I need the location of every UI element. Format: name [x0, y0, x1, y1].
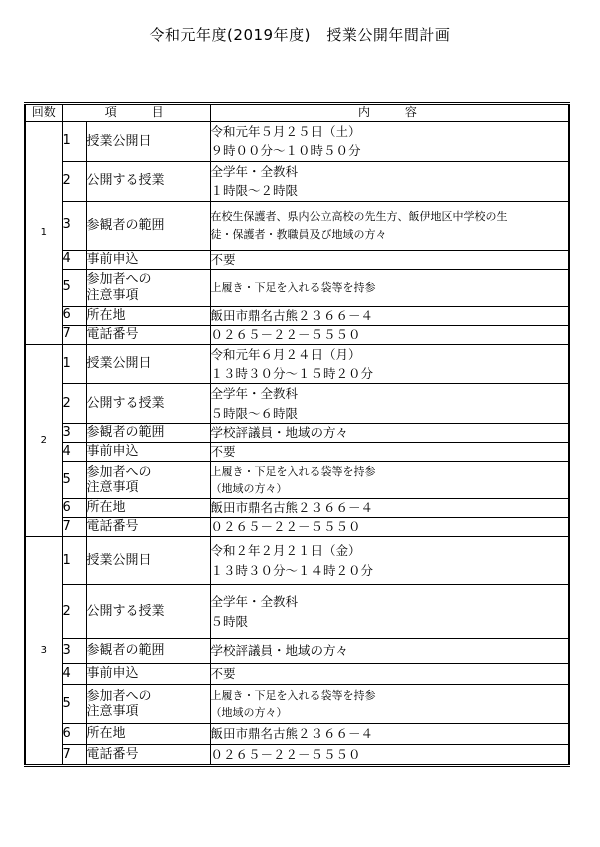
item-number: 6 — [62, 306, 86, 325]
content-line: ５時限～６時限 — [210, 405, 299, 421]
item-number: 7 — [62, 745, 86, 766]
item-label — [86, 499, 210, 518]
item-content — [210, 585, 569, 639]
content-line: １時限～２時限 — [210, 183, 299, 199]
item-label — [86, 443, 210, 462]
item-number: 2 — [62, 585, 86, 639]
item-content — [210, 462, 569, 499]
item-label-line: 参観者の範囲 — [86, 217, 165, 233]
item-content — [210, 325, 569, 344]
item-label — [86, 384, 210, 424]
item-label — [86, 122, 210, 162]
round-number: 1 — [25, 122, 62, 345]
item-content — [210, 537, 569, 585]
item-number: 3 — [62, 639, 86, 664]
item-content — [210, 499, 569, 518]
table-row — [25, 344, 569, 384]
table-row — [25, 424, 569, 443]
item-number: 1 — [62, 537, 86, 585]
round-number: 2 — [25, 344, 62, 537]
item-label — [86, 724, 210, 745]
item-label-line: 授業公開日 — [86, 133, 152, 149]
item-content — [210, 161, 569, 201]
header-round: 回数 — [25, 104, 62, 122]
item-label-line: 公開する授業 — [86, 395, 165, 411]
item-label-line: 所在地 — [86, 307, 126, 323]
content-line: 上履き・下足を入れる袋等を持参 — [210, 280, 376, 294]
item-label-line: 公開する授業 — [86, 603, 165, 619]
item-content — [210, 518, 569, 537]
item-number: 2 — [62, 161, 86, 201]
table-row — [25, 122, 569, 162]
content-line: 飯田市鼎名古熊２３６６－４ — [210, 726, 374, 742]
item-label — [86, 269, 210, 306]
item-number: 6 — [62, 724, 86, 745]
item-content — [210, 201, 569, 250]
item-label-line: 参観者の範囲 — [86, 425, 165, 441]
table-row — [25, 306, 569, 325]
table-row — [25, 585, 569, 639]
content-line: ５時限 — [210, 613, 249, 629]
content-line: 不要 — [210, 251, 236, 267]
content-line: 学校評議員・地域の方々 — [210, 643, 349, 659]
round-number: 3 — [25, 537, 62, 766]
header-row — [25, 104, 569, 122]
item-label — [86, 424, 210, 443]
item-label-line: 事前申込 — [86, 251, 139, 267]
content-line: 飯田市鼎名古熊２３６６－４ — [210, 307, 374, 323]
table-row — [25, 250, 569, 269]
item-label-line: 参加者への — [86, 464, 152, 480]
item-label — [86, 639, 210, 664]
item-label-line: 所在地 — [86, 726, 126, 742]
table-row — [25, 384, 569, 424]
content-line: 在校生保護者、県内公立高校の先生方、飯伊地区中学校の生 — [210, 210, 508, 224]
content-line: 全学年・全教科 — [210, 594, 299, 610]
item-label — [86, 161, 210, 201]
item-label-line: 所在地 — [86, 500, 126, 516]
item-number: 2 — [62, 384, 86, 424]
table-row — [25, 161, 569, 201]
item-number: 7 — [62, 518, 86, 537]
table-row — [25, 325, 569, 344]
content-line: 令和元年５月２５日（土） — [210, 124, 361, 139]
content-line: ０２６５－２２－５５５０ — [210, 326, 361, 342]
content-line: （地域の方々） — [210, 482, 288, 496]
table-row — [25, 724, 569, 745]
item-content — [210, 269, 569, 306]
schedule-body — [25, 122, 569, 766]
item-label — [86, 306, 210, 325]
content-line: 上履き・下足を入れる袋等を持参 — [210, 689, 376, 703]
content-line: 全学年・全教科 — [210, 386, 299, 402]
item-content — [210, 639, 569, 664]
table-row — [25, 537, 569, 585]
item-label-line: 電話番号 — [86, 326, 139, 342]
item-number: 4 — [62, 664, 86, 685]
item-content — [210, 424, 569, 443]
item-label-line: 事前申込 — [86, 444, 139, 460]
item-label — [86, 537, 210, 585]
content-line: ０２６５－２２－５５５０ — [210, 519, 361, 535]
content-line: 飯田市鼎名古熊２３６６－４ — [210, 500, 374, 516]
item-number: 1 — [62, 344, 86, 384]
item-number: 7 — [62, 325, 86, 344]
content-line: １３時３０分～１４時２０分 — [210, 562, 374, 578]
item-label-line: 電話番号 — [86, 746, 139, 762]
content-line: １３時３０分～１５時２０分 — [210, 365, 374, 381]
header-item: 項 目 — [62, 104, 210, 122]
item-label-line: 電話番号 — [86, 519, 139, 535]
item-label — [86, 585, 210, 639]
item-content — [210, 664, 569, 685]
item-number: 5 — [62, 462, 86, 499]
item-number: 5 — [62, 269, 86, 306]
item-label-line: 事前申込 — [86, 666, 139, 682]
table-row — [25, 745, 569, 766]
page-title: 令和元年度(2019年度) 授業公開年間計画 — [149, 26, 451, 44]
item-number: 4 — [62, 443, 86, 462]
content-line: 令和元年６月２４日（月） — [210, 346, 361, 362]
item-label-line: 公開する授業 — [86, 173, 165, 189]
item-label-line: 参観者の範囲 — [86, 643, 165, 659]
item-label-line: 参加者への — [86, 271, 152, 287]
table-row — [25, 664, 569, 685]
item-content — [210, 306, 569, 325]
item-label — [86, 685, 210, 724]
item-content — [210, 443, 569, 462]
item-label — [86, 745, 210, 766]
content-line: （地域の方々） — [210, 706, 288, 720]
item-content — [210, 344, 569, 384]
content-line: 徒・保護者・教職員及び地域の方々 — [210, 227, 387, 241]
item-number: 5 — [62, 685, 86, 724]
item-number: 4 — [62, 250, 86, 269]
item-content — [210, 724, 569, 745]
item-label-line: 注意事項 — [86, 704, 139, 720]
table-row — [25, 499, 569, 518]
table-row — [25, 639, 569, 664]
table-row — [25, 201, 569, 250]
item-label — [86, 344, 210, 384]
header-content: 内 容 — [210, 104, 569, 122]
item-label — [86, 518, 210, 537]
item-number: 3 — [62, 201, 86, 250]
item-content — [210, 384, 569, 424]
item-number: 3 — [62, 424, 86, 443]
item-label-line: 注意事項 — [86, 287, 139, 303]
item-label — [86, 201, 210, 250]
item-label — [86, 250, 210, 269]
content-line: 上履き・下足を入れる袋等を持参 — [210, 465, 376, 479]
item-label — [86, 325, 210, 344]
item-label — [86, 664, 210, 685]
schedule-table — [24, 102, 570, 767]
item-content — [210, 745, 569, 766]
item-number: 1 — [62, 122, 86, 162]
item-content — [210, 685, 569, 724]
content-line: ９時００分～１０時５０分 — [210, 143, 361, 159]
item-label-line: 授業公開日 — [86, 552, 152, 568]
item-label-line: 参加者への — [86, 688, 152, 704]
item-label — [86, 462, 210, 499]
item-label-line: 授業公開日 — [86, 356, 152, 372]
content-line: 不要 — [210, 666, 236, 682]
item-number: 6 — [62, 499, 86, 518]
item-content — [210, 250, 569, 269]
item-label-line: 注意事項 — [86, 480, 139, 496]
table-row — [25, 269, 569, 306]
item-content — [210, 122, 569, 162]
table-row — [25, 462, 569, 499]
table-row — [25, 443, 569, 462]
content-line: 不要 — [210, 444, 236, 460]
table-row — [25, 518, 569, 537]
content-line: 学校評議員・地域の方々 — [210, 425, 349, 441]
content-line: ０２６５－２２－５５５０ — [210, 746, 361, 762]
table-row — [25, 685, 569, 724]
content-line: 令和２年２月２１日（金） — [210, 543, 361, 559]
content-line: 全学年・全教科 — [210, 163, 299, 179]
